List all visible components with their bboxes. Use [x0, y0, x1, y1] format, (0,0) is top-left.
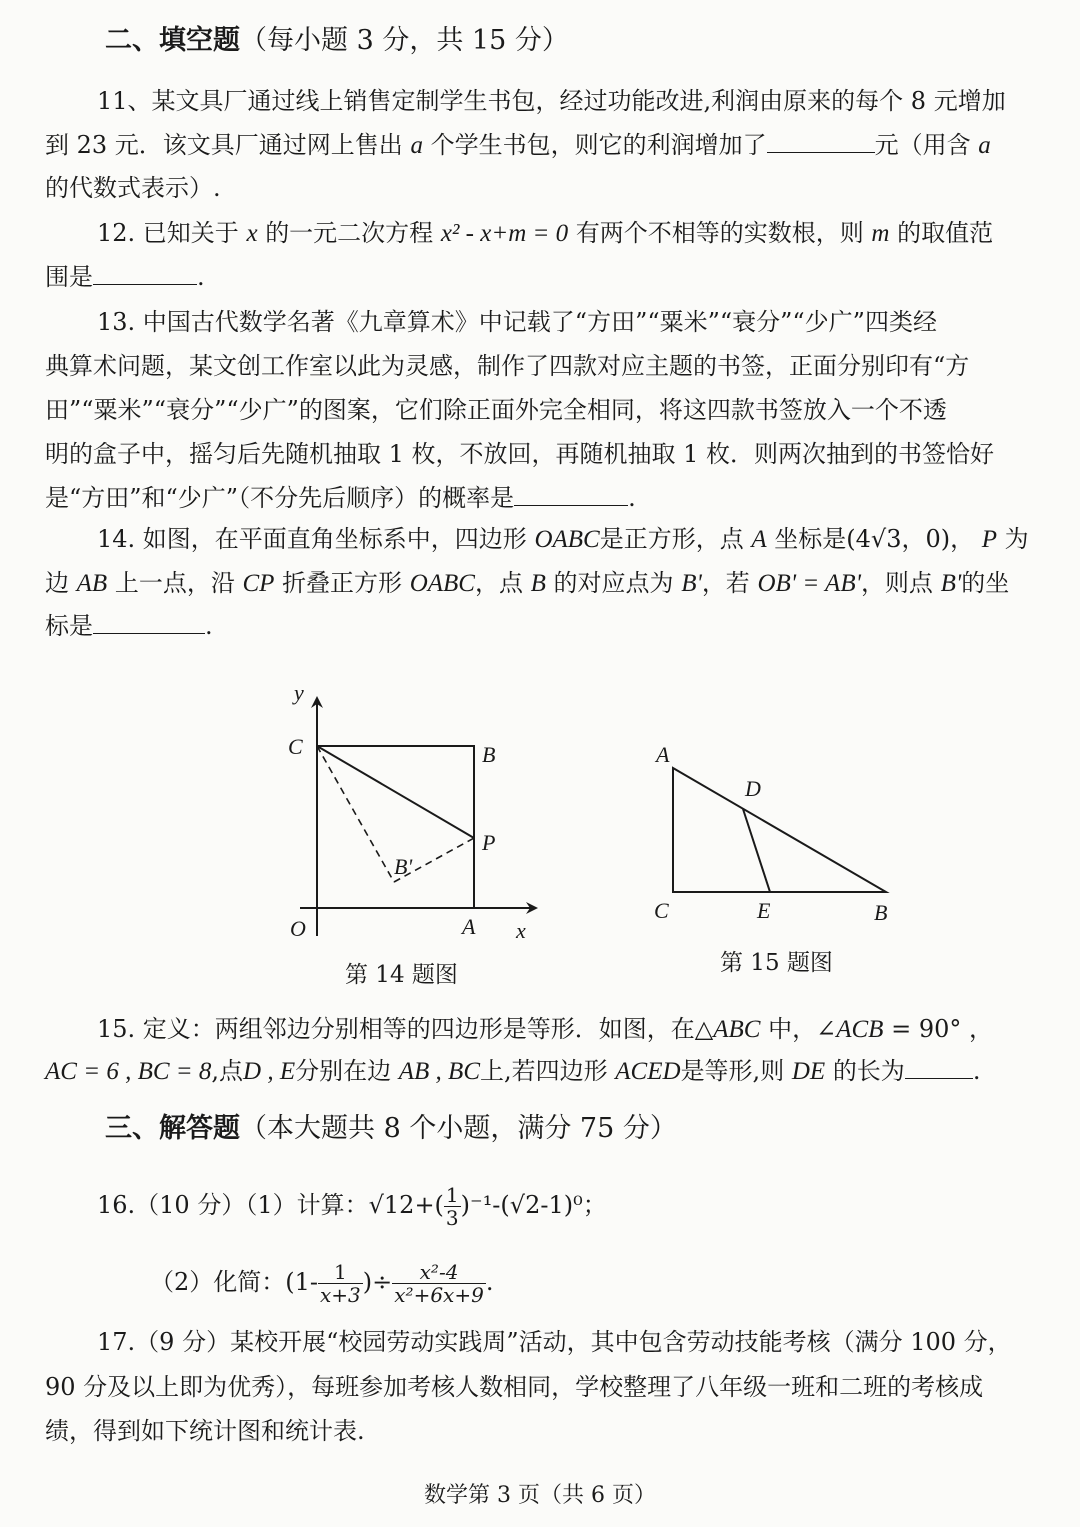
var-a: a [410, 132, 423, 159]
q15-text-g: 是等形,则 [680, 1057, 785, 1085]
section-3-note: （本大题共 8 个小题，满分 75 分） [240, 1113, 677, 1144]
q13-line4: 明的盒子中，摇匀后先随机抽取 1 枚，不放回，再随机抽取 1 枚．则两次抽到的书签恰好 [45, 440, 995, 468]
q14-text-e: 边 [45, 569, 69, 597]
figure-14 [270, 676, 550, 956]
section-2-title: 二、填空题 [105, 25, 240, 56]
q14-line1 [97, 524, 1029, 555]
q16-text-a: 16.（10 分）（1）计算： [97, 1191, 369, 1219]
q15-points: D , E [243, 1058, 296, 1085]
q15-text-d: ,点 [211, 1057, 244, 1085]
section-2-note: （每小题 3 分，共 15 分） [240, 25, 569, 56]
var-oabc: OABC [409, 570, 475, 597]
var-oabc: OABC [534, 526, 600, 553]
var-B: B [530, 570, 546, 597]
fold-line-cp [317, 746, 474, 838]
q12-line2: 围是 . [45, 263, 205, 291]
label-B: B [482, 742, 496, 767]
q16-text-b: （2）化简：(1- [150, 1268, 319, 1296]
q16-expr-c: )÷ [362, 1268, 393, 1296]
q11-text-c: 元（用含 [874, 131, 971, 159]
q11-text-a: 到 23 元．该文具厂通过网上售出 [45, 131, 403, 159]
label-C: C [288, 734, 303, 759]
q16-line1 [97, 1182, 607, 1229]
q14-text-b: 是正方形，点 [599, 525, 744, 553]
var-a: a [978, 132, 991, 159]
q14-condition: OB' = AB' [757, 570, 861, 597]
q11-answer-blank[interactable] [767, 151, 875, 153]
triangle-abc [673, 768, 886, 892]
q13-line3: 田”“粟米”“衰分”“少广”的图案，它们除正面外完全相同，将这四款书签放入一个不透 [45, 396, 947, 424]
q16-fraction-1 [444, 1184, 461, 1229]
q16-frac2-num: 1 [318, 1261, 363, 1284]
q13-line2: 典算术问题，某文创工作室以此为灵感，制作了四款对应主题的书签，正面分别印有“方 [45, 352, 970, 380]
q12-text-d: 的取值范 [897, 219, 994, 247]
q11-line3: 的代数式表示）. [45, 174, 221, 202]
q16-frac1-num: 1 [445, 1183, 459, 1207]
figure-15 [640, 734, 910, 934]
var-m: m [871, 220, 890, 247]
figure-14-caption: 第 14 题图 [345, 962, 458, 988]
q15-text-e: 分别在边 [295, 1057, 392, 1085]
q16-expr-b: )⁻¹-(√2-1)⁰； [460, 1191, 607, 1219]
figure-15-caption: 第 15 题图 [720, 950, 833, 976]
page-footer: 数学第 3 页（共 6 页） [424, 1483, 656, 1508]
q15-text-b: 中，∠ [768, 1015, 837, 1043]
q15-line1 [97, 1014, 993, 1045]
section-3-header [105, 1106, 677, 1145]
var-Bprime: B' [681, 570, 702, 597]
section-2-header [105, 18, 569, 57]
var-CP: CP [242, 570, 275, 597]
q11-text-b: 个学生书包，则它的利润增加了 [430, 131, 767, 159]
q11-line1: 11、某文具厂通过线上销售定制学生书包，经过功能改进,利润由原来的每个 8 元增加 [97, 87, 1006, 115]
q16-line2 [150, 1258, 493, 1306]
q15-given: AC = 6 , BC = 8 [45, 1058, 212, 1085]
q13-line5: 是“方田”和“少广”（不分先后顺序）的概率是 . [45, 484, 636, 512]
section-3-title: 三、解答题 [105, 1113, 240, 1144]
q14-text-k: ，则点 [860, 569, 933, 597]
var-ACB: ACB [836, 1016, 884, 1043]
q13-answer-blank[interactable] [514, 504, 628, 506]
q14-text-c: 坐标是(4√3，0)， [774, 525, 975, 553]
q14-line3: 标是 . [45, 612, 213, 640]
label-A15: A [656, 742, 670, 767]
label-P: P [482, 830, 496, 855]
q12-text-a: 12. 已知关于 [97, 219, 239, 247]
label-E15: E [757, 898, 771, 923]
q16-frac1-den: 3 [445, 1206, 459, 1230]
q14-line2 [45, 568, 1009, 599]
var-ABC: ABC [713, 1016, 761, 1043]
q12-text-b: 的一元二次方程 [265, 219, 434, 247]
q15-text-f: 上,若四边形 [480, 1057, 608, 1085]
q14-text-g: 折叠正方形 [282, 569, 403, 597]
q17-line2: 90 分及以上即为优秀），每班参加考核人数相同，学校整理了八年级一班和二班的考核成 [45, 1373, 984, 1401]
q17-line3: 绩，得到如下统计图和统计表. [45, 1417, 365, 1445]
var-P: P [981, 526, 998, 553]
q15-de: DE [791, 1058, 826, 1085]
q16-frac3-num: x²-4 [392, 1261, 486, 1284]
q16-fraction-3 [392, 1261, 486, 1306]
q12-equation: x² - x+m = 0 [440, 220, 569, 247]
q16-frac3-den: x²+6x+9 [394, 1283, 484, 1307]
q14-text-m: 标是 [45, 612, 93, 640]
label-y: y [294, 680, 304, 705]
var-x: x [246, 220, 258, 247]
q15-text-h: 的长为 [832, 1057, 905, 1085]
q14-text-i: 的对应点为 [553, 569, 674, 597]
label-C15: C [654, 898, 669, 923]
q15-text-c: = 90° ， [891, 1015, 993, 1043]
q11-line2 [45, 130, 991, 161]
dashed-cb [317, 746, 394, 882]
q13-line1: 13. 中国古代数学名著《九章算术》中记载了“方田”“粟米”“衰分”“少广”四类经 [97, 308, 937, 336]
q16-end: . [485, 1268, 494, 1296]
q12-text-e: 围是 [45, 263, 93, 291]
q14-text-h: ，点 [474, 569, 523, 597]
q14-answer-blank[interactable] [93, 632, 205, 634]
label-O: O [290, 916, 306, 941]
q15-quad: ACED [615, 1058, 681, 1085]
label-B15: B [874, 900, 888, 925]
q17-line1: 17.（9 分）某校开展“校园劳动实践周”活动，其中包含劳动技能考核（满分 100 分， [97, 1328, 1012, 1356]
var-Bprime: B' [940, 570, 962, 597]
label-Bprime: B' [394, 854, 413, 879]
q13-text-e: 是“方田”和“少广”（不分先后顺序）的概率是 [45, 484, 515, 512]
q14-text-l: 的坐 [961, 569, 1010, 597]
label-A: A [462, 914, 476, 939]
q14-text-d: 为 [1004, 525, 1029, 553]
var-AB: AB [76, 570, 108, 597]
q15-line2: AC = 6 , BC = 8,点D , E分别在边 AB , BC上,若四边形 ACED是等形,则 DE 的长为 . [45, 1057, 981, 1085]
q14-text-j: ，若 [701, 569, 750, 597]
q16-frac2-den: x+3 [320, 1283, 361, 1307]
q14-text-a: 14. 如图，在平面直角坐标系中，四边形 [97, 525, 527, 553]
q14-text-f: 上一点，沿 [114, 569, 235, 597]
q15-sides: AB , BC [398, 1058, 480, 1085]
q16-expr-a: √12+( [368, 1191, 444, 1219]
q15-text-a: 15. 定义：两组邻边分别相等的四边形是等形．如图，在△ [97, 1015, 714, 1043]
q12-line1 [97, 218, 993, 249]
label-D15: D [745, 776, 761, 801]
label-x: x [516, 918, 526, 943]
q12-text-c: 有两个不相等的实数根，则 [575, 219, 864, 247]
var-A: A [751, 526, 767, 553]
q16-fraction-2 [318, 1261, 363, 1306]
q15-answer-blank[interactable] [905, 1077, 973, 1079]
square-oabc [317, 746, 474, 908]
q12-answer-blank[interactable] [93, 283, 197, 285]
